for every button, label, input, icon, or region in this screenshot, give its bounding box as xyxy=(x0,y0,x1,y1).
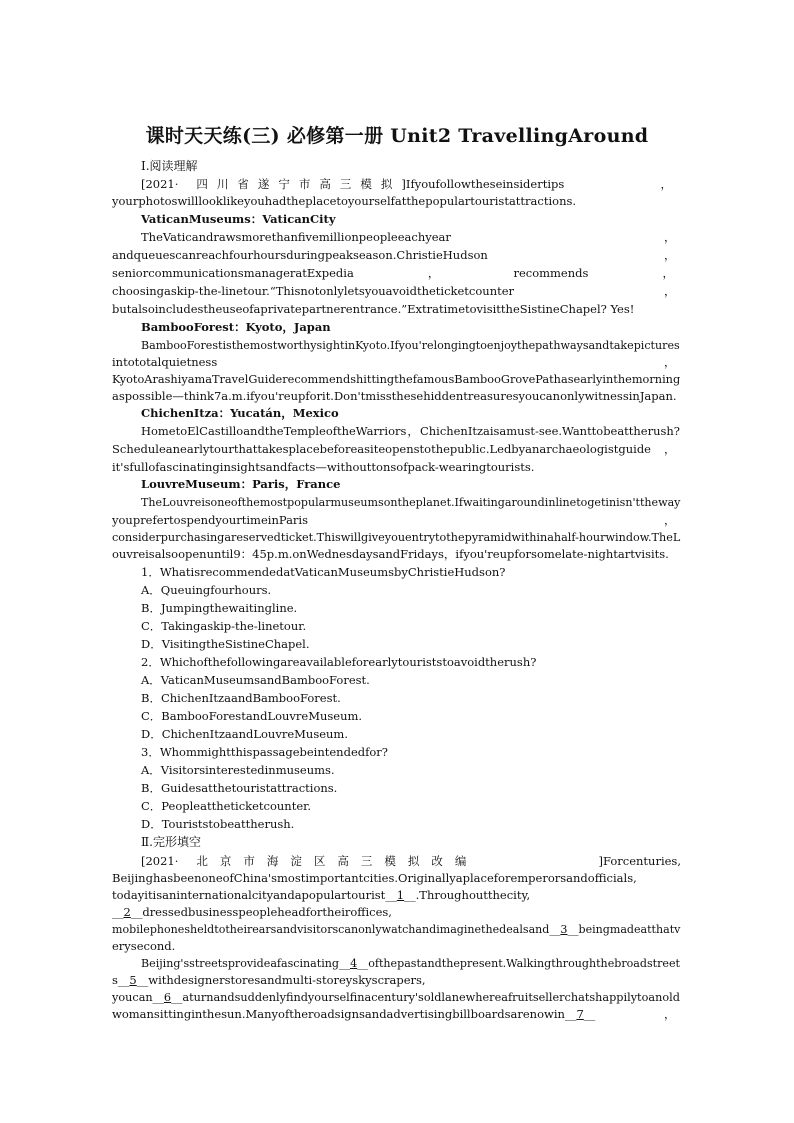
cloze-p2-line-4 xyxy=(112,1007,595,1022)
vatican-heading: VaticanMuseums：VaticanCity xyxy=(141,212,336,226)
cloze-p1-line-2: BeijinghasbeenoneofChina'smostimportantcities.Originallyaplaceforemperorsandofficials, xyxy=(112,871,637,885)
line-comma: ， xyxy=(664,230,676,244)
vatican-line-1: TheVaticandrawsmorethanfivemillionpeopleeachyear xyxy=(141,230,451,244)
cloze-blank-4: 4 xyxy=(350,956,358,970)
cloze-text: __beingmadeatthatv xyxy=(567,922,681,936)
cloze-text: todayitisaninternationalcityandapopulartourist__ xyxy=(112,888,397,902)
chichen-line-3: it'sfullofascinatinginsightsandfacts—withouttonsofpack-wearingtourists. xyxy=(112,460,535,474)
cloze-p2-line-2 xyxy=(112,973,426,988)
chichen-heading: ChichenItza：Yucatán，Mexico xyxy=(141,406,339,420)
cloze-p2-line-1 xyxy=(141,956,680,971)
line-comma: ， xyxy=(664,284,676,298)
vatican-line-3-b: ， xyxy=(427,266,440,280)
source-rest: ]Ifyoufollowtheseinsidertips xyxy=(401,177,565,191)
chichen-line-2: Scheduleanearlytourthattakesplacebeforeasiteopenstothepublic.Ledbyanarchaeologistguide xyxy=(112,442,651,456)
cloze-text: youcan__ xyxy=(112,990,164,1004)
question-option: B．Guidesatthetouristattractions. xyxy=(141,781,338,795)
cloze-blank-1: 1 xyxy=(396,888,405,902)
line-comma: ， xyxy=(664,513,676,527)
question-option: A．VaticanMuseumsandBambooForest. xyxy=(141,673,370,687)
cloze-text: womansittinginthesun.Manyoftheroadsignsandadvertisingbillboardsarenowin__ xyxy=(112,1007,577,1021)
question-option: A．Visitorsinterestedinmuseums. xyxy=(141,763,335,777)
cloze-text: __ xyxy=(583,1007,596,1021)
chichen-line-1-c: ChichenItzaisamust-see.Wanttobeattherush? xyxy=(419,424,680,438)
source-name: 四川省遂宁市高三模拟 xyxy=(196,177,402,191)
question-option: B．Jumpingthewaitingline. xyxy=(141,601,298,615)
cloze-text: mobilephonesheldtotheirearsandvisitorscanonlywatchandimaginethedealsand__ xyxy=(112,922,561,936)
cloze-text: Beijing'sstreetsprovideafascinating__ xyxy=(141,956,351,970)
question-stem: 3．Whommightthispassagebeintendedfor? xyxy=(141,745,388,759)
louvre-line-2: youprefertospendyourtimeinParis xyxy=(112,513,309,527)
cloze-blank-2: 2 xyxy=(123,905,131,919)
question-option: C．Takingaskip-the-linetour. xyxy=(141,619,307,633)
question-option: C．Peopleattheticketcounter. xyxy=(141,799,312,813)
cloze-text: __ xyxy=(112,905,124,919)
question-option: D．Touriststobeattherush. xyxy=(141,817,295,831)
cloze-blank-5: 5 xyxy=(129,973,137,987)
source-line-reading xyxy=(141,177,672,192)
intro-line: yourphotoswilllooklikeyouhadtheplacetoyourselfatthepopulartouristattractions. xyxy=(112,194,577,208)
question-stem: 2．Whichofthefollowingareavailableforearlytouriststoavoidtherush? xyxy=(141,655,537,669)
cloze-text: __ofthepastandthepresent.Walkingthroughthebroadstreet xyxy=(357,956,680,970)
line-comma: ， xyxy=(664,248,676,262)
cloze-blank-6: 6 xyxy=(163,990,172,1004)
cloze-text: __withdesignerstoresandmulti-storeyskyscrapers, xyxy=(136,973,426,987)
bamboo-line-3: KyotoArashiyamaTravelGuiderecommendshittingthefamousBambooGrovePathasearlyinthemorning xyxy=(112,372,681,386)
vatican-line-4: choosingaskip-the-linetour.“Thisnotonlyletsyouavoidtheticketcounter xyxy=(112,284,515,298)
section-heading-cloze: Ⅱ.完形填空 xyxy=(141,835,201,849)
vatican-line-3-a: seniorcommunicationsmanageratExpedia xyxy=(112,266,354,280)
chichen-line-1 xyxy=(141,424,680,439)
louvre-line-4: ouvreisalsoopenuntil9：45p.m.onWednesdaysandFridays，ifyou'reupforsomelate-nightartvisits. xyxy=(112,547,669,561)
question-option: A．Queuingfourhours. xyxy=(141,583,272,597)
louvre-heading: LouvreMuseum：Paris，France xyxy=(141,477,341,491)
chichen-line-1-b: ， xyxy=(407,424,419,438)
vatican-line-3-c: recommends xyxy=(513,266,589,280)
line-comma: ， xyxy=(664,1007,676,1021)
line-comma: ， xyxy=(664,355,676,369)
vatican-line-2: andqueuescanreachfourhoursduringpeakseason.ChristieHudson xyxy=(112,248,488,262)
source-rest: ]Forcenturies, xyxy=(598,854,681,868)
question-option: B．ChichenItzaandBambooForest. xyxy=(141,691,341,705)
louvre-line-3: considerpurchasingareservedticket.Thiswillgiveyouentrytothepyramidwithinahalf-hourwindow.TheL xyxy=(112,530,681,544)
line-comma: ， xyxy=(662,266,674,280)
source-prefix: [2021· xyxy=(141,177,179,191)
source-prefix: [2021· xyxy=(141,854,179,868)
cloze-p1-line-3 xyxy=(112,888,530,903)
question-option: C．BambooForestandLouvreMuseum. xyxy=(141,709,363,723)
cloze-blank-7: 7 xyxy=(576,1007,584,1021)
vatican-line-3 xyxy=(112,266,674,281)
bamboo-line-1: BambooForestisthemostworthysightinKyoto.Ifyou'relongingtoenjoythepathwaysandtakepictures xyxy=(141,338,680,352)
page-title: 课时天天练(三) 必修第一册 Unit2 TravellingAround xyxy=(145,125,649,147)
cloze-p2-line-3 xyxy=(112,990,680,1005)
cloze-text: __aturnandsuddenlyfindyourselfinacentury'soldlanewhereafruitsellerchatshappilytoanold xyxy=(171,990,680,1004)
source-line-cloze xyxy=(141,854,681,869)
chichen-line-1-a: HometoElCastilloandtheTempleoftheWarriors xyxy=(141,424,407,438)
cloze-p1-line-6: erysecond. xyxy=(112,939,176,953)
question-option: D．VisitingtheSistineChapel. xyxy=(141,637,310,651)
source-comma: ， xyxy=(660,177,672,191)
line-comma: ， xyxy=(664,442,676,456)
cloze-p1-line-4 xyxy=(112,905,392,920)
bamboo-line-4: aspossible—think7a.m.ifyou'reupforit.Don'tmissthesehiddentreasuresyoucanonlywitnessinJapan. xyxy=(112,389,677,403)
question-option: D．ChichenItzaandLouvreMuseum. xyxy=(141,727,348,741)
cloze-text: __.Throughoutthecity, xyxy=(404,888,531,902)
cloze-text: s__ xyxy=(112,973,130,987)
louvre-line-1: TheLouvreisoneofthemostpopularmuseumsontheplanet.Ifwaitingaroundinlinetogetinisn'ttheway xyxy=(141,495,681,509)
cloze-text: __dressedbusinesspeopleheadfortheiroffices, xyxy=(130,905,392,919)
source-name: 北京市海淀区高三模拟改编 xyxy=(196,854,479,868)
bamboo-heading: BambooForest：Kyoto，Japan xyxy=(141,320,331,334)
section-heading-reading: Ⅰ.阅读理解 xyxy=(141,159,198,173)
cloze-blank-3: 3 xyxy=(560,922,568,936)
vatican-line-5: butalsoincludestheuseofaprivatepartnerentrance.”ExtratimetovisittheSistineChapel? Yes! xyxy=(112,302,635,316)
bamboo-line-2: intototalquietness xyxy=(112,355,218,369)
question-stem: 1．WhatisrecommendedatVaticanMuseumsbyChristieHudson? xyxy=(141,565,506,579)
cloze-p1-line-5 xyxy=(112,922,680,937)
